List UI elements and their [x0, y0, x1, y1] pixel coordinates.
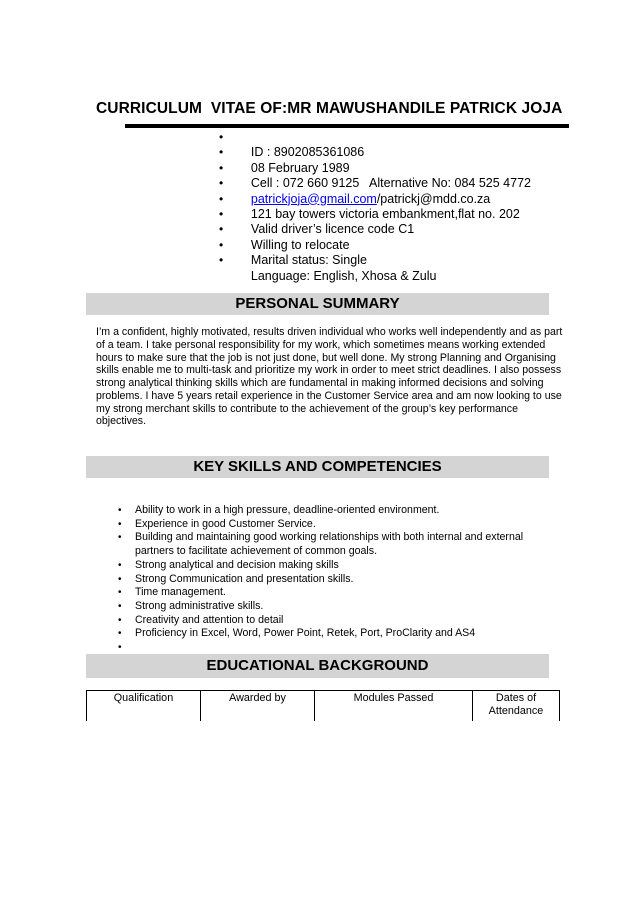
bullet-icon: • — [118, 600, 122, 612]
bullet-icon: • — [118, 642, 122, 654]
bullet-icon: • — [219, 191, 224, 206]
skill-item: • Building and maintaining good working relationships with both internal and external partners to facilitate achievement of common goals. — [118, 531, 524, 558]
drivers-licence: Valid driver’s licence code C1 — [250, 222, 415, 237]
skill-item: • Strong Communication and presentation skills. — [118, 572, 354, 585]
contact-dob — [219, 145, 531, 175]
bullet-icon: • — [219, 206, 224, 221]
skills-list — [118, 504, 548, 655]
skill-item: • Time management. — [118, 586, 226, 599]
date-of-birth: 08 February 1989 — [250, 160, 350, 175]
skill-item: • Creativity and attention to detail — [118, 613, 284, 626]
education-table — [86, 690, 560, 721]
bullet-icon: • — [118, 628, 122, 640]
title-underline — [125, 124, 569, 128]
contact-details-list — [219, 130, 531, 283]
relocation: Willing to relocate — [250, 237, 350, 252]
bullet-icon: • — [219, 253, 224, 268]
languages: Language: English, Xhosa & Zulu — [250, 268, 437, 283]
contact-marital — [219, 237, 531, 268]
contact-phone — [219, 160, 531, 191]
bullet-icon: • — [118, 532, 122, 544]
skill-item: • Strong administrative skills. — [118, 599, 264, 612]
bullet-icon: • — [118, 587, 122, 599]
skill-item: • Ability to work in a high pressure, deadline-oriented environment. — [118, 504, 440, 516]
id-number: ID : 8902085361086 — [250, 145, 365, 160]
bullet-icon: • — [219, 130, 224, 144]
personal-summary-heading: PERSONAL SUMMARY — [86, 293, 549, 315]
skill-item: • Experience in good Customer Service. — [118, 517, 316, 530]
cv-title: CURRICULUM VITAE OF:MR MAWUSHANDILE PATRICK JOJA — [96, 100, 563, 117]
bullet-icon: • — [118, 505, 122, 516]
address: 121 bay towers victoria embankment,flat no. 202 — [250, 206, 520, 221]
bullet-icon: • — [219, 222, 224, 237]
bullet-icon: • — [118, 573, 122, 585]
bullet-icon: • — [118, 518, 122, 530]
contact-email — [219, 176, 531, 206]
bullet-icon: • — [118, 559, 122, 571]
skill-item: • Proficiency in Excel, Word, Power Point, Retek, Port, ProClarity and AS4 — [118, 627, 476, 640]
bullet-icon: • — [219, 160, 224, 175]
contact-address — [219, 191, 531, 221]
bullet-icon: • — [219, 176, 224, 191]
key-skills-heading: KEY SKILLS AND COMPETENCIES — [86, 456, 549, 478]
secondary-email: /patrickj@mdd.co.za — [376, 191, 491, 206]
personal-summary-text: I’m a confident, highly motivated, results driven individual who works well independently and as part of a team. I take personal responsibility for my work, which sometimes means working extended hours to make sure that the job is not just done, but well done. My strong Planning and Organising skills enable me to multi-task and prioritize my work in order to meet strict deadlines. I also possess strong analytical thinking skills which are fundamental in making informed decisions and solving problems. I have 5 years retail experience in the Customer Service area and am now looking to use my strong merchant skills to contribute to the achievement of the group’s key performance objectives. — [96, 326, 563, 428]
column-header-modules-passed: Modules Passed — [315, 691, 473, 722]
educational-background-heading: EDUCATIONAL BACKGROUND — [86, 654, 549, 678]
contact-language — [219, 253, 531, 283]
education-table-header-row — [87, 691, 560, 722]
contact-relocate — [219, 222, 531, 252]
bullet-icon: • — [219, 237, 224, 252]
column-header-dates-of-attendance: Dates of Attendance — [473, 691, 560, 722]
email-link[interactable]: patrickjoja@gmail.com — [250, 191, 377, 206]
column-header-qualification: Qualification — [87, 691, 201, 722]
contact-licence — [219, 206, 531, 237]
bullet-icon: • — [118, 614, 122, 626]
contact-id — [219, 130, 531, 160]
skill-item-empty — [118, 641, 548, 655]
bullet-icon: • — [219, 145, 224, 160]
column-header-awarded-by: Awarded by — [201, 691, 315, 722]
skill-item: • Strong analytical and decision making skills — [118, 558, 339, 571]
marital-status: Marital status: Single — [250, 253, 367, 268]
phone-numbers: Cell : 072 660 9125 Alternative No: 084 525 4772 — [250, 176, 531, 191]
